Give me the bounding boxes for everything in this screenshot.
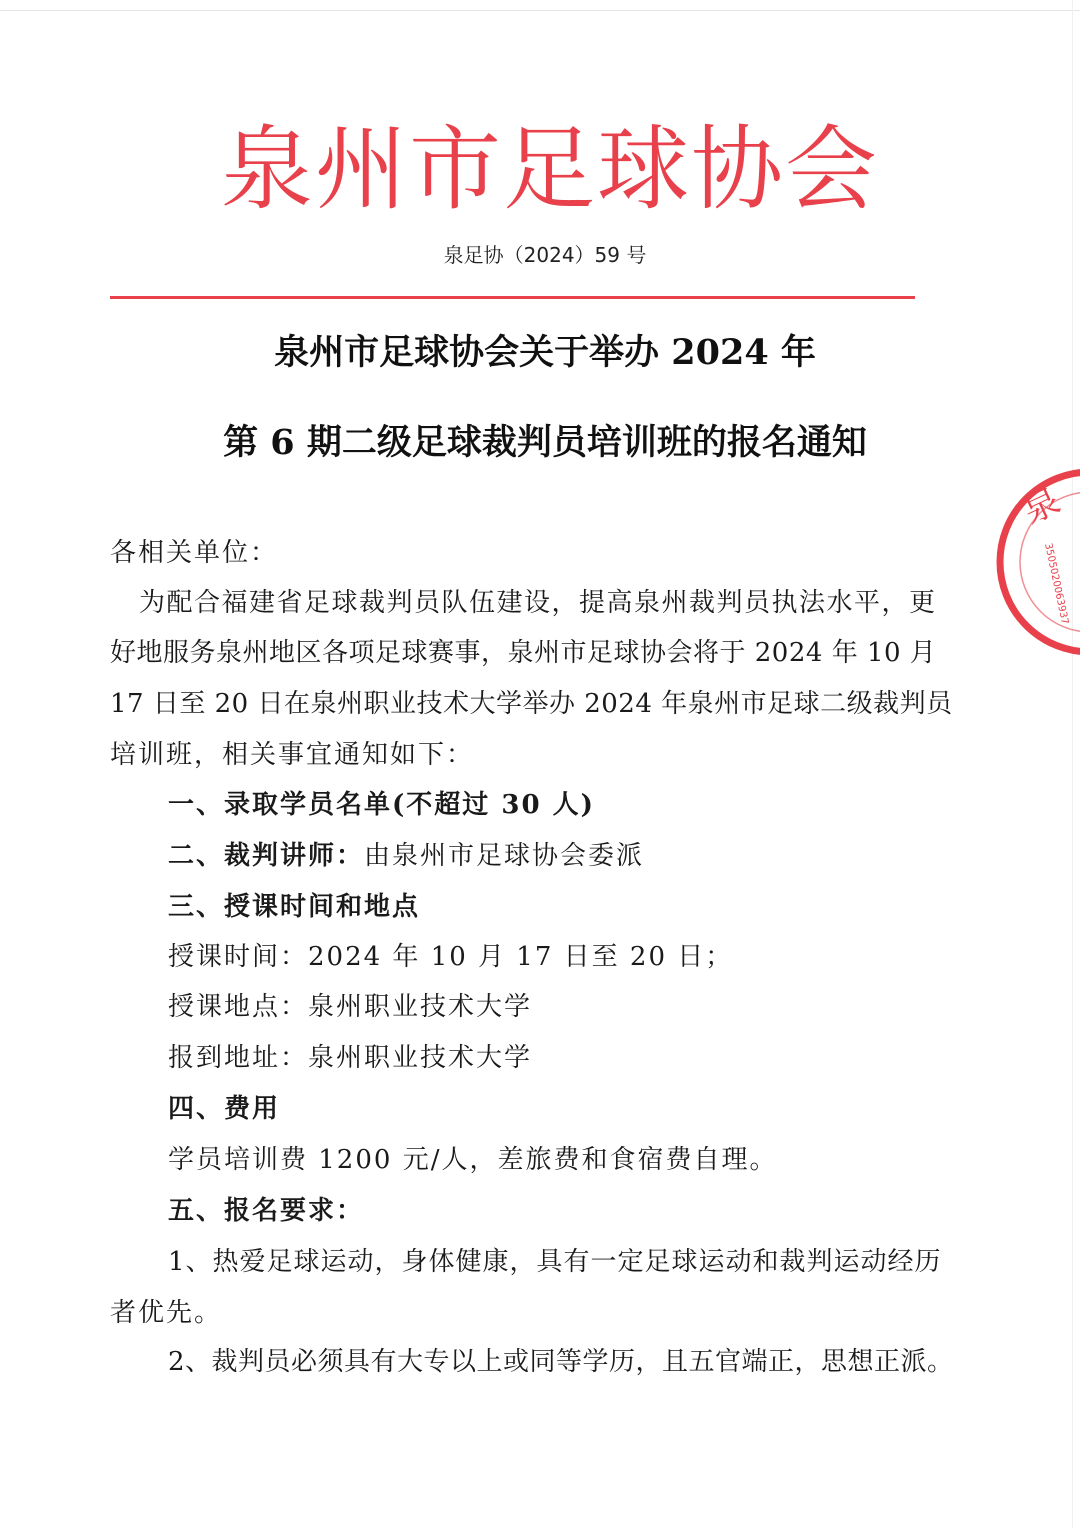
section-3-report: 报到地址：泉州职业技术大学 <box>168 1043 533 1073</box>
intro-line-4: 培训班，相关事宜通知如下： <box>110 740 475 770</box>
official-seal-stamp <box>990 462 1080 662</box>
section-5-heading: 五、报名要求： <box>168 1196 365 1226</box>
page-right-edge <box>1072 0 1073 1528</box>
section-2-heading: 二、裁判讲师： <box>168 841 365 871</box>
intro-line-2: 好地服务泉州地区各项足球赛事，泉州市足球协会将于 2024 年 10 月 <box>110 638 937 668</box>
requirement-2: 2、裁判员必须具有大专以上或同等学历，且五官端正，思想正派。 <box>168 1347 954 1377</box>
section-4-text: 学员培训费 1200 元/人，差旅费和食宿费自理。 <box>168 1145 778 1175</box>
requirement-1-line-2: 者优先。 <box>110 1298 223 1328</box>
section-2 <box>168 839 644 873</box>
masthead-title: 泉州市足球协会 <box>220 116 879 223</box>
intro-line-1: 为配合福建省足球裁判员队伍建设，提高泉州裁判员执法水平，更 <box>139 588 937 618</box>
section-3-place: 授课地点：泉州职业技术大学 <box>168 992 533 1022</box>
document-number: 泉足协（2024）59 号 <box>443 243 647 267</box>
section-3-time: 授课时间：2024 年 10 月 17 日至 20 日； <box>168 942 734 972</box>
salutation: 各相关单位： <box>110 538 279 568</box>
section-2-text: 由泉州市足球协会委派 <box>364 841 645 871</box>
requirement-1-line-1: 1、热爱足球运动，身体健康，具有一定足球运动和裁判运动经历 <box>168 1247 942 1277</box>
seal-char: 泉 <box>1016 479 1067 533</box>
section-1-heading: 一、录取学员名单(不超过 30 人) <box>168 790 595 820</box>
section-4-heading: 四、费用 <box>168 1094 281 1124</box>
page-top-edge <box>0 10 1080 11</box>
section-3-heading: 三、授课时间和地点 <box>168 892 421 922</box>
seal-digits: 3505020063937 <box>1042 542 1071 626</box>
notice-title-line-2: 第 6 期二级足球裁判员培训班的报名通知 <box>223 422 867 463</box>
notice-title-line-1: 泉州市足球协会关于举办 2024 年 <box>274 332 816 373</box>
intro-line-3: 17 日至 20 日在泉州职业技术大学举办 2024 年泉州市足球二级裁判员 <box>110 689 953 719</box>
red-divider-line <box>110 296 915 299</box>
